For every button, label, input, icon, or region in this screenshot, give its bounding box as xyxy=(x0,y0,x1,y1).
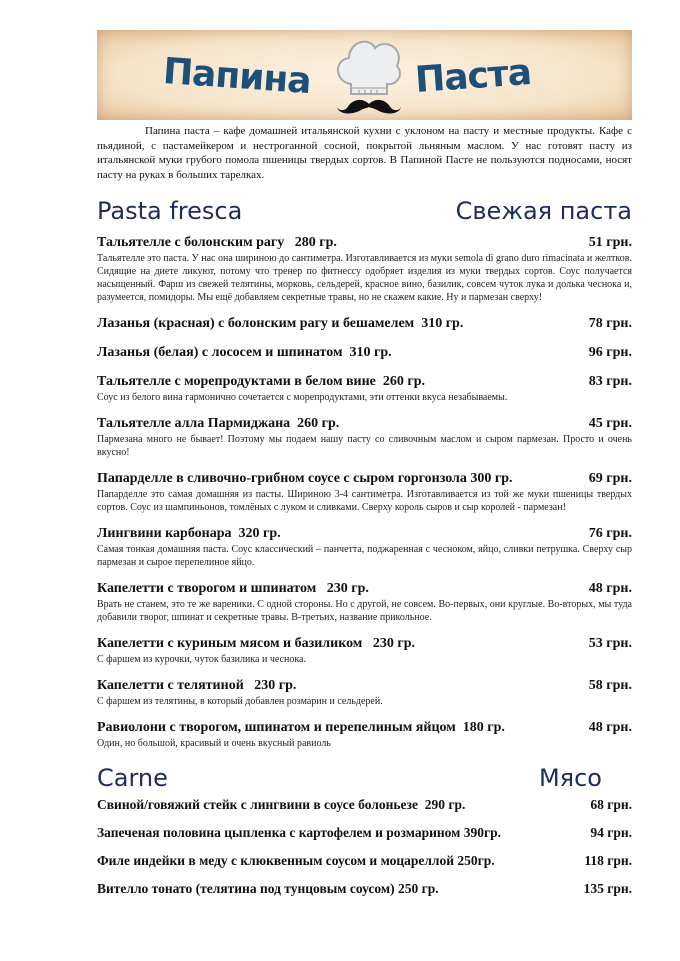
menu-item-title-row xyxy=(97,315,632,333)
menu-item-name: Лазанья (красная) с болонским рагу и бешамелем 310 гр. xyxy=(97,316,464,331)
menu-item-title-row xyxy=(97,344,632,362)
menu-item xyxy=(97,470,632,514)
menu-item-name: Филе индейки в меду с клюквенным соусом и моцареллой 250гр. xyxy=(97,853,495,868)
menu-item-name: Капелетти с творогом и шпинатом 230 гр. xyxy=(97,581,369,596)
menu-item-price: 58 грн. xyxy=(588,678,632,693)
menu-item-title-row xyxy=(97,795,632,814)
logo-word-pasta: Паста xyxy=(413,52,533,101)
menu-item xyxy=(97,580,632,624)
menu-item-price: 68 грн. xyxy=(590,797,632,812)
menu-item-description: Врать не станем, это те же вареники. С одной стороны. Но с другой, не совсем. Во-первых, они круглые. Во-вторых, мы туда добавили творог, шпинат и секретные травы. В-третьих, название прикольное. xyxy=(97,599,632,623)
menu-item-description: С фаршем из телятины, в который добавлен розмарин и сельдерей. xyxy=(97,696,383,707)
menu-item-name: Тальятелле алла Пармиджана 260 гр. xyxy=(97,416,340,431)
section-title-russian: Свежая паста xyxy=(455,197,632,225)
logo-banner xyxy=(97,30,632,120)
menu-item-description: Соус из белого вина гармонично сочетается с морепродуктами, эти оттенки вкуса незабываемы. xyxy=(97,392,508,403)
menu-item-name: Папарделле в сливочно-грибном соусе с сыром горгонзола 300 гр. xyxy=(97,471,513,486)
menu-item-name: Тальятелле с морепродуктами в белом вине 260 гр. xyxy=(97,374,426,389)
menu-item xyxy=(97,851,632,870)
menu-item-title-row xyxy=(97,373,632,391)
menu-item-price: 48 грн. xyxy=(588,720,632,735)
pasta-menu-list xyxy=(97,234,632,750)
menu-item-price: 51 грн. xyxy=(588,235,632,250)
section-header-meat xyxy=(97,761,632,795)
chef-hat-mustache-icon xyxy=(329,32,409,118)
menu-item-price: 78 грн. xyxy=(588,316,632,331)
intro-paragraph: Папина паста – кафе домашней итальянской кухни с уклоном на пасту и местные продукты. Кафе с пьядиной, с пастамейкером и нестроганной сосной, покрытой льняным маслом. У нас готовят пасту из итальянской муки грубого помола пшеницы твердых сортов. В Папиной Пасте не пользуются подносами, носят пасту на руках в больших тарелках. xyxy=(97,125,632,181)
menu-item-title-row xyxy=(97,470,632,488)
menu-item-title-row xyxy=(97,823,632,842)
menu-item xyxy=(97,315,632,333)
menu-item-name: Вителло тонато (телятина под тунцовым соусом) 250 гр. xyxy=(97,881,439,896)
menu-item xyxy=(97,415,632,459)
menu-item-price: 83 грн. xyxy=(588,374,632,389)
menu-item-name: Капелетти с куриным мясом и базиликом 230 гр. xyxy=(97,636,415,651)
section-title-italian: Pasta fresca xyxy=(97,197,243,225)
menu-content xyxy=(97,124,632,907)
menu-item-name: Капелетти с телятиной 230 гр. xyxy=(97,678,297,693)
menu-item-price: 135 грн. xyxy=(583,881,632,896)
menu-item-title-row xyxy=(97,677,632,695)
menu-item-title-row xyxy=(97,525,632,543)
menu-item xyxy=(97,823,632,842)
menu-item-price: 53 грн. xyxy=(588,636,632,651)
section-header-pasta xyxy=(97,194,632,228)
menu-item-description: Пармезана много не бывает! Поэтому мы подаем нашу пасту со сливочным маслом и сыром пармезан. Просто и очень вкусно! xyxy=(97,434,632,458)
section-title-russian: Мясо xyxy=(538,764,602,792)
menu-item xyxy=(97,525,632,569)
menu-item xyxy=(97,795,632,814)
menu-item xyxy=(97,719,632,750)
menu-item-price: 76 грн. xyxy=(588,526,632,541)
menu-item-price: 96 грн. xyxy=(588,345,632,360)
menu-item-name: Лазанья (белая) с лососем и шпинатом 310 гр. xyxy=(97,345,392,360)
menu-item-name: Равиолони с творогом, шпинатом и перепелиным яйцом 180 гр. xyxy=(97,720,505,735)
menu-item-description: Папарделле это самая домашняя из пасты. Шириною 3-4 сантиметра. Изготавливается из той же муки пшеницы твердых сортов. Соус из шампиньонов, томлёных с луком и сливками. Сверху король сыров и сыр королей - пармезан! xyxy=(97,489,632,513)
menu-item-title-row xyxy=(97,635,632,653)
menu-item xyxy=(97,344,632,362)
menu-item-title-row xyxy=(97,879,632,898)
menu-item-price: 118 грн. xyxy=(584,853,632,868)
menu-item xyxy=(97,234,632,304)
menu-item-title-row xyxy=(97,580,632,598)
meat-menu-list xyxy=(97,795,632,898)
menu-item xyxy=(97,635,632,666)
menu-item-price: 48 грн. xyxy=(588,581,632,596)
menu-item-description: Самая тонкая домашняя паста. Соус классический – панчетта, поджаренная с чесноком, яйцо, сливки петрушка. Сверху сыр пармезан и сырое перепелиное яйцо. xyxy=(97,544,632,568)
menu-item-title-row xyxy=(97,851,632,870)
menu-item-name: Тальятелле с болонским рагу 280 гр. xyxy=(97,235,337,250)
menu-item xyxy=(97,373,632,404)
menu-item-description: Один, но большой, красивый и очень вкусный равиоль xyxy=(97,738,331,749)
menu-item-title-row xyxy=(97,719,632,737)
menu-item-description: С фаршем из курочки, чуток базилика и чеснока. xyxy=(97,654,306,665)
menu-item-description: Тальятелле это паста. У нас она шириною до сантиметра. Изготавливается из муки semola di grano duro rimacinata и желтков. Сидящие на диете ликуют, потому что тренер по фитнессу одобряет изделия из муки твердых сортов. Соус получается насыщенный. Фарш из свежей телятины, морковь, сельдерей, красное вино, базилик, совсем чуток лука и долька чеснока и, разумеется, помидоры. Мы ещё добавляем секретные травы, но не скажем какие. Ну и пармезан сверху! xyxy=(97,253,632,303)
menu-item-price: 69 грн. xyxy=(588,471,632,486)
section-title-italian: Carne xyxy=(97,764,168,792)
menu-item-price: 45 грн. xyxy=(588,416,632,431)
menu-item-name: Запеченая половина цыпленка с картофелем и розмарином 390гр. xyxy=(97,825,501,840)
menu-item-title-row xyxy=(97,415,632,433)
menu-item-price: 94 грн. xyxy=(590,825,632,840)
menu-item xyxy=(97,677,632,708)
menu-item-title-row xyxy=(97,234,632,252)
logo-word-papina: Папина xyxy=(161,50,312,103)
menu-item-name: Свиной/говяжий стейк с лингвини в соусе болоньезе 290 гр. xyxy=(97,797,466,812)
menu-item-name: Лингвини карбонара 320 гр. xyxy=(97,526,281,541)
menu-item xyxy=(97,879,632,898)
